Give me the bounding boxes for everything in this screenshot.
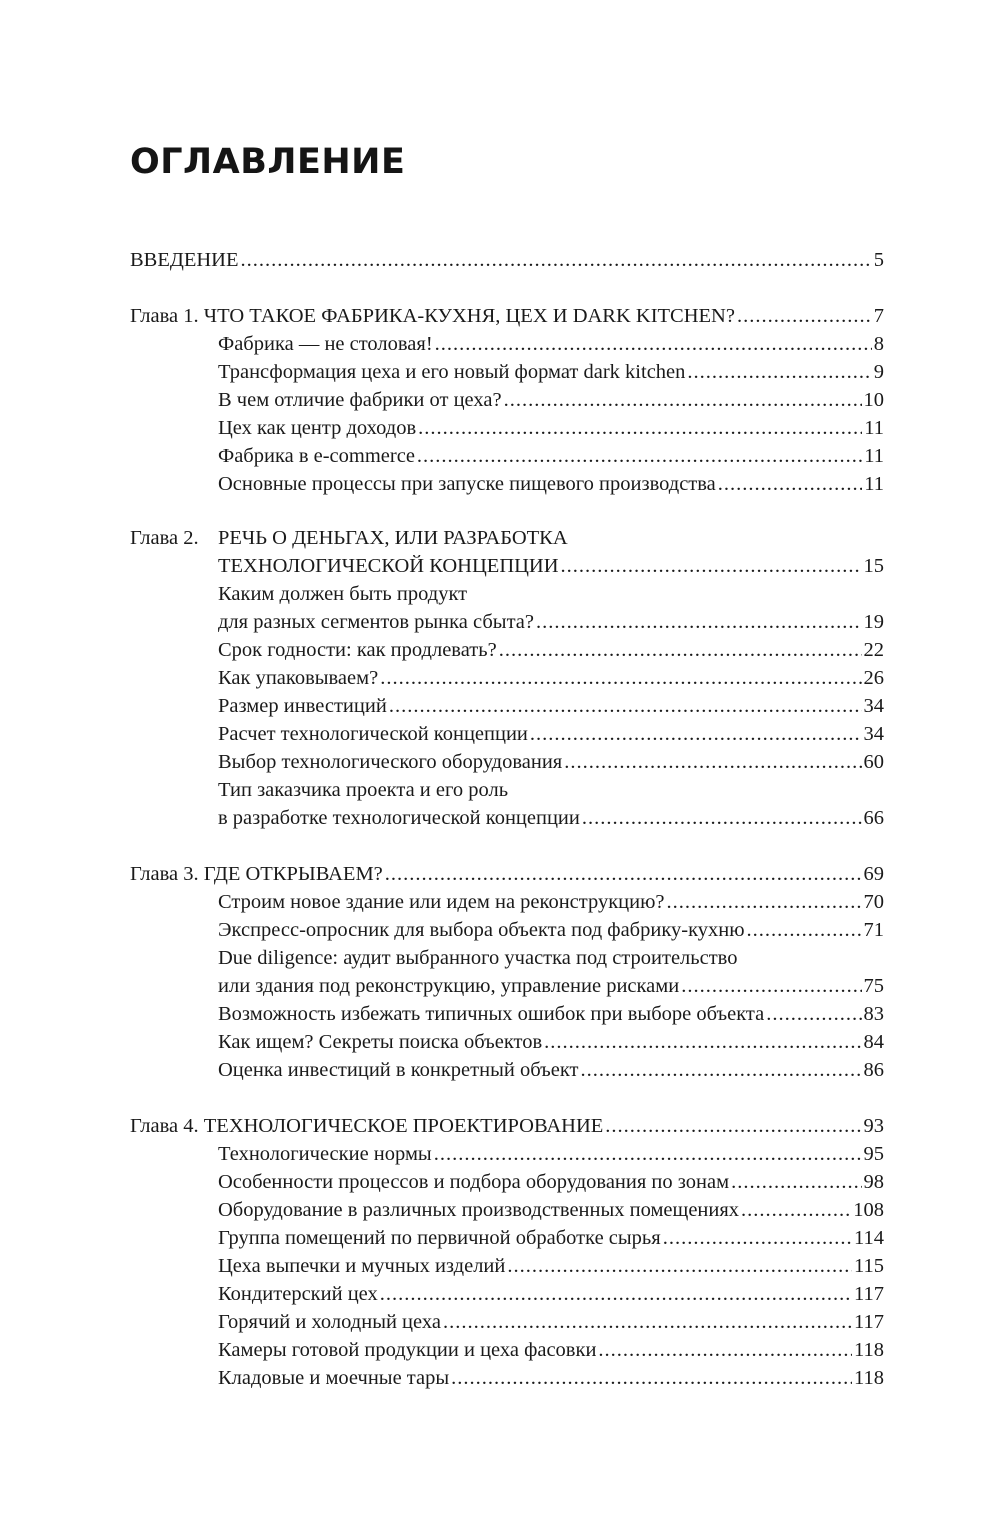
dot-leader bbox=[561, 552, 862, 580]
dot-leader bbox=[766, 1000, 861, 1028]
toc-page-number: 115 bbox=[854, 1255, 884, 1277]
toc-page-number: 118 bbox=[854, 1339, 884, 1361]
dot-leader bbox=[687, 358, 871, 386]
toc-section[interactable] bbox=[130, 720, 884, 748]
section-title: Цех как центр доходов bbox=[218, 417, 417, 439]
toc-page-number: 5 bbox=[873, 249, 884, 271]
section-title: Строим новое здание или идем на реконструкцию? bbox=[218, 891, 665, 913]
toc-section[interactable] bbox=[130, 972, 884, 1000]
toc-section[interactable] bbox=[130, 1280, 884, 1308]
dot-leader bbox=[667, 888, 862, 916]
toc-page-number: 75 bbox=[863, 975, 884, 997]
toc-page-number: 11 bbox=[864, 417, 884, 439]
toc-section[interactable] bbox=[130, 888, 884, 916]
toc-section[interactable] bbox=[130, 1028, 884, 1056]
toc-page-number: 117 bbox=[854, 1311, 884, 1333]
toc-page-number: 15 bbox=[863, 555, 884, 577]
section-title: Как упаковываем? bbox=[218, 667, 379, 689]
toc-section[interactable] bbox=[130, 664, 884, 692]
dot-leader bbox=[737, 302, 872, 330]
dot-leader bbox=[499, 636, 862, 664]
toc-page-number: 114 bbox=[854, 1227, 884, 1249]
section-title: Возможность избежать типичных ошибок при выборе объекта bbox=[218, 1003, 765, 1025]
toc-page-number: 84 bbox=[863, 1031, 884, 1053]
toc-section[interactable] bbox=[130, 804, 884, 832]
toc-page-number: 118 bbox=[854, 1367, 884, 1389]
section-title: Кондитерский цех bbox=[218, 1283, 378, 1305]
section-title-line1[interactable]: Due diligence: аудит выбранного участка под строительство bbox=[218, 947, 738, 969]
dot-leader bbox=[417, 442, 862, 470]
dot-leader bbox=[530, 720, 862, 748]
toc-page-number: 10 bbox=[863, 389, 884, 411]
toc-page-number: 11 bbox=[864, 445, 884, 467]
section-title: Выбор технологического оборудования bbox=[218, 751, 563, 773]
section-title: Камеры готовой продукции и цеха фасовки bbox=[218, 1339, 597, 1361]
chapter-title-line1: РЕЧЬ О ДЕНЬГАХ, ИЛИ РАЗРАБОТКА bbox=[218, 527, 568, 549]
toc-section[interactable] bbox=[130, 608, 884, 636]
toc-page-number: 71 bbox=[863, 919, 884, 941]
toc-section[interactable] bbox=[130, 1168, 884, 1196]
section-title: Основные процессы при запуске пищевого производства bbox=[218, 473, 716, 495]
toc-chapter-2[interactable] bbox=[130, 552, 884, 580]
toc-chapter-1[interactable] bbox=[130, 302, 884, 330]
chapter-heading bbox=[130, 860, 383, 888]
dot-leader bbox=[241, 246, 872, 274]
toc-section[interactable] bbox=[130, 1336, 884, 1364]
section-title: Экспресс-опросник для выбора объекта под фабрику-кухню bbox=[218, 919, 745, 941]
toc-section[interactable] bbox=[130, 1224, 884, 1252]
section-title: Размер инвестиций bbox=[218, 695, 387, 717]
section-title: Особенности процессов и подбора оборудования по зонам bbox=[218, 1171, 730, 1193]
dot-leader bbox=[718, 470, 862, 498]
section-title: Группа помещений по первичной обработке сырья bbox=[218, 1227, 661, 1249]
toc-chapter-2-head[interactable] bbox=[130, 524, 884, 552]
toc-entry-intro[interactable] bbox=[130, 246, 884, 274]
toc-section[interactable] bbox=[130, 330, 884, 358]
chapter-number: Глава 3. bbox=[130, 863, 199, 885]
section-title-line1[interactable]: Каким должен быть продукт bbox=[218, 583, 468, 605]
dot-leader bbox=[380, 664, 861, 692]
toc-page-number: 9 bbox=[873, 361, 884, 383]
dot-leader bbox=[380, 1280, 852, 1308]
dot-leader bbox=[663, 1224, 852, 1252]
dot-leader bbox=[451, 1364, 852, 1392]
toc-page-number: 26 bbox=[863, 667, 884, 689]
section-title: или здания под реконструкцию, управление рисками bbox=[218, 975, 680, 997]
toc-page-number: 34 bbox=[863, 695, 884, 717]
dot-leader bbox=[418, 414, 862, 442]
toc-page-number: 86 bbox=[863, 1059, 884, 1081]
chapter-title: ЧТО ТАКОЕ ФАБРИКА-КУХНЯ, ЦЕХ И DARK KITCHEN? bbox=[203, 305, 735, 327]
section-title-line1[interactable]: Тип заказчика проекта и его роль bbox=[218, 779, 509, 801]
section-title: Цеха выпечки и мучных изделий bbox=[218, 1255, 506, 1277]
dot-leader bbox=[741, 1196, 851, 1224]
dot-leader bbox=[598, 1336, 852, 1364]
chapter-title: ТЕХНОЛОГИЧЕСКОЕ ПРОЕКТИРОВАНИЕ bbox=[203, 1115, 604, 1137]
toc-page-number: 117 bbox=[854, 1283, 884, 1305]
dot-leader bbox=[580, 1056, 861, 1084]
dot-leader bbox=[582, 804, 862, 832]
toc-section[interactable] bbox=[130, 470, 884, 498]
toc-section[interactable] bbox=[130, 414, 884, 442]
section-title: в разработке технологической концепции bbox=[218, 807, 580, 829]
toc-page-number: 70 bbox=[863, 891, 884, 913]
toc-page-number: 22 bbox=[863, 639, 884, 661]
section-title: Фабрика — не столовая! bbox=[218, 333, 433, 355]
toc-section[interactable] bbox=[130, 1140, 884, 1168]
dot-leader bbox=[681, 972, 861, 1000]
section-title: для разных сегментов рынка сбыта? bbox=[218, 611, 534, 633]
toc-section[interactable] bbox=[130, 692, 884, 720]
dot-leader bbox=[564, 748, 861, 776]
toc-section[interactable] bbox=[130, 442, 884, 470]
section-title: Технологические нормы bbox=[218, 1143, 432, 1165]
toc-page-number: 98 bbox=[863, 1171, 884, 1193]
dot-leader bbox=[507, 1252, 852, 1280]
dot-leader bbox=[731, 1168, 861, 1196]
toc-page-number: 7 bbox=[873, 305, 884, 327]
toc-chapter-3[interactable] bbox=[130, 860, 884, 888]
dot-leader bbox=[435, 330, 872, 358]
toc-page-number: 34 bbox=[863, 723, 884, 745]
toc-section[interactable] bbox=[130, 1364, 884, 1392]
toc-entry-label: ВВЕДЕНИЕ bbox=[130, 249, 239, 271]
toc-page-number: 69 bbox=[863, 863, 884, 885]
dot-leader bbox=[434, 1140, 862, 1168]
dot-leader bbox=[504, 386, 862, 414]
section-title: Кладовые и моечные тары bbox=[218, 1367, 450, 1389]
toc-page-number: 93 bbox=[863, 1115, 884, 1137]
section-title: Горячий и холодный цеха bbox=[218, 1311, 441, 1333]
dot-leader bbox=[605, 1112, 861, 1140]
toc-section[interactable] bbox=[130, 1056, 884, 1084]
toc-section[interactable] bbox=[130, 1196, 884, 1224]
section-title: Расчет технологической концепции bbox=[218, 723, 528, 745]
chapter-number: Глава 4. bbox=[130, 1115, 199, 1137]
dot-leader bbox=[385, 860, 862, 888]
toc-section[interactable] bbox=[130, 386, 884, 414]
chapter-number: Глава 2. bbox=[130, 527, 199, 549]
section-title: Как ищем? Секреты поиска объектов bbox=[218, 1031, 543, 1053]
dot-leader bbox=[536, 608, 862, 636]
section-title: Оборудование в различных производственных помещениях bbox=[218, 1199, 740, 1221]
toc-page-number: 95 bbox=[863, 1143, 884, 1165]
toc-chapter-4[interactable] bbox=[130, 1112, 884, 1140]
toc-page-number: 83 bbox=[863, 1003, 884, 1025]
toc-page-number: 108 bbox=[853, 1199, 884, 1221]
chapter-heading bbox=[130, 1112, 603, 1140]
toc-page-number: 19 bbox=[863, 611, 884, 633]
toc-page-number: 11 bbox=[864, 473, 884, 495]
toc-section[interactable] bbox=[130, 358, 884, 386]
toc-section[interactable] bbox=[130, 1308, 884, 1336]
table-of-contents bbox=[130, 246, 884, 1392]
section-title: Срок годности: как продлевать? bbox=[218, 639, 497, 661]
dot-leader bbox=[389, 692, 862, 720]
section-title: Оценка инвестиций в конкретный объект bbox=[218, 1059, 579, 1081]
section-title: Трансформация цеха и его новый формат dark kitchen bbox=[218, 361, 686, 383]
toc-section[interactable] bbox=[130, 916, 884, 944]
dot-leader bbox=[544, 1028, 861, 1056]
toc-section[interactable] bbox=[130, 748, 884, 776]
toc-section[interactable] bbox=[130, 1252, 884, 1280]
toc-section[interactable] bbox=[130, 1000, 884, 1028]
section-title: Фабрика в e-commerce bbox=[218, 445, 415, 467]
page-title: ОГЛАВЛЕНИЕ bbox=[130, 142, 406, 182]
chapter-number: Глава 1. bbox=[130, 305, 199, 327]
chapter-title-line2: ТЕХНОЛОГИЧЕСКОЙ КОНЦЕПЦИИ bbox=[218, 555, 559, 577]
toc-page-number: 8 bbox=[873, 333, 884, 355]
toc-section[interactable] bbox=[130, 636, 884, 664]
toc-page-number: 66 bbox=[863, 807, 884, 829]
dot-leader bbox=[747, 916, 862, 944]
toc-page-number: 60 bbox=[863, 751, 884, 773]
chapter-title: ГДЕ ОТКРЫВАЕМ? bbox=[203, 863, 383, 885]
section-title: В чем отличие фабрики от цеха? bbox=[218, 389, 502, 411]
chapter-heading bbox=[130, 302, 735, 330]
dot-leader bbox=[443, 1308, 852, 1336]
